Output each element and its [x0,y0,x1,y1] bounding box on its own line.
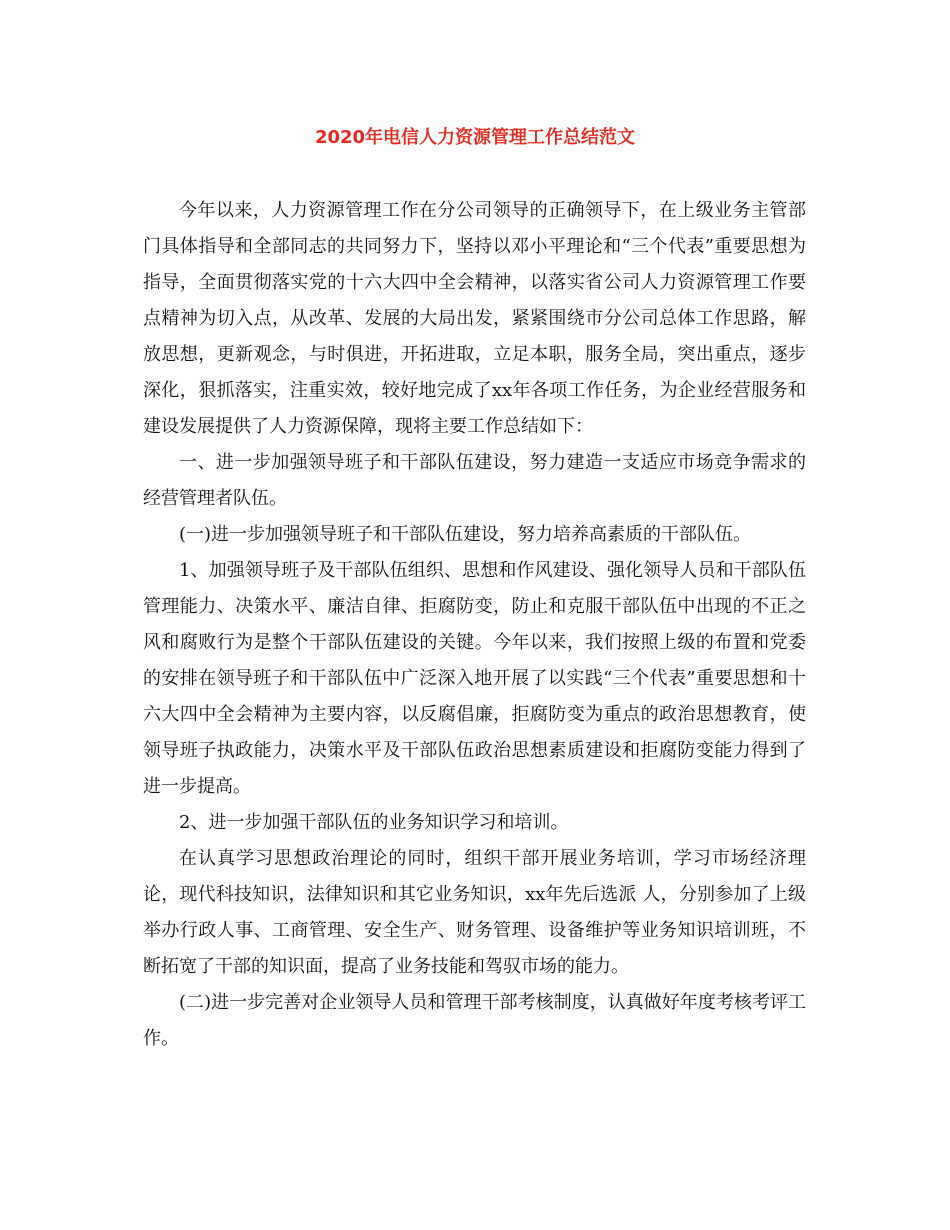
paragraph-subsection-1-heading: (一)进一步加强领导班子和干部队伍建设，努力培养高素质的干部队伍。 [179,524,752,545]
paragraph-section-1-heading: 一、进一步加强领导班子和干部队伍建设，努力建造一支适应市场竞争需求的经营管理者队伍。 [143,452,806,509]
paragraph-item-2-heading: 2、进一步加强干部队伍的业务知识学习和培训。 [179,812,569,833]
document-title: 2020年电信人力资源管理工作总结范文 [314,127,636,148]
paragraph-intro: 今年以来，人力资源管理工作在分公司领导的正确领导下，在上级业务主管部门具体指导和全部同志的共同努力下，坚持以邓小平理论和“三个代表”重要思想为指导，全面贯彻落实党的十六大四中全会精神，以落实省公司人力资源管理工作要点精神为切入点，从改革、发展的大局出发，紧紧围绕市分公司总体工作思路，解放思想，更新观念，与时俱进，开拓进取，立足本职，服务全局，突出重点，逐步深化，狠抓落实，注重实效，较好地完成了xx年各项工作任务，为企业经营服务和建设发展提供了人力资源保障，现将主要工作总结如下： [143,200,806,437]
paragraph-item-2-body: 在认真学习思想政治理论的同时，组织干部开展业务培训，学习市场经济理论，现代科技知识，法律知识和其它业务知识，xx年先后选派 人，分别参加了上级举办行政人事、工商管理、安全生产、财务管理、设备维护等业务知识培训班，不断拓宽了干部的知识面，提高了业务技能和驾驭市场的能力。 [143,848,806,977]
paragraph-subsection-2-heading: (二)进一步完善对企业领导人员和管理干部考核制度，认真做好年度考核考评工作。 [143,992,806,1049]
document-body [143,193,806,1057]
paragraph-item-1: 1、加强领导班子及干部队伍组织、思想和作风建设、强化领导人员和干部队伍管理能力、决策水平、廉洁自律、拒腐防变，防止和克服干部队伍中出现的不正之风和腐败行为是整个干部队伍建设的关键。今年以来，我们按照上级的布置和党委的安排在领导班子和干部队伍中广泛深入地开展了以实践“三个代表”重要思想和十六大四中全会精神为主要内容，以反腐倡廉，拒腐防变为重点的政治思想教育，使领导班子执政能力，决策水平及干部队伍政治思想素质建设和拒腐防变能力得到了进一步提高。 [143,560,806,797]
